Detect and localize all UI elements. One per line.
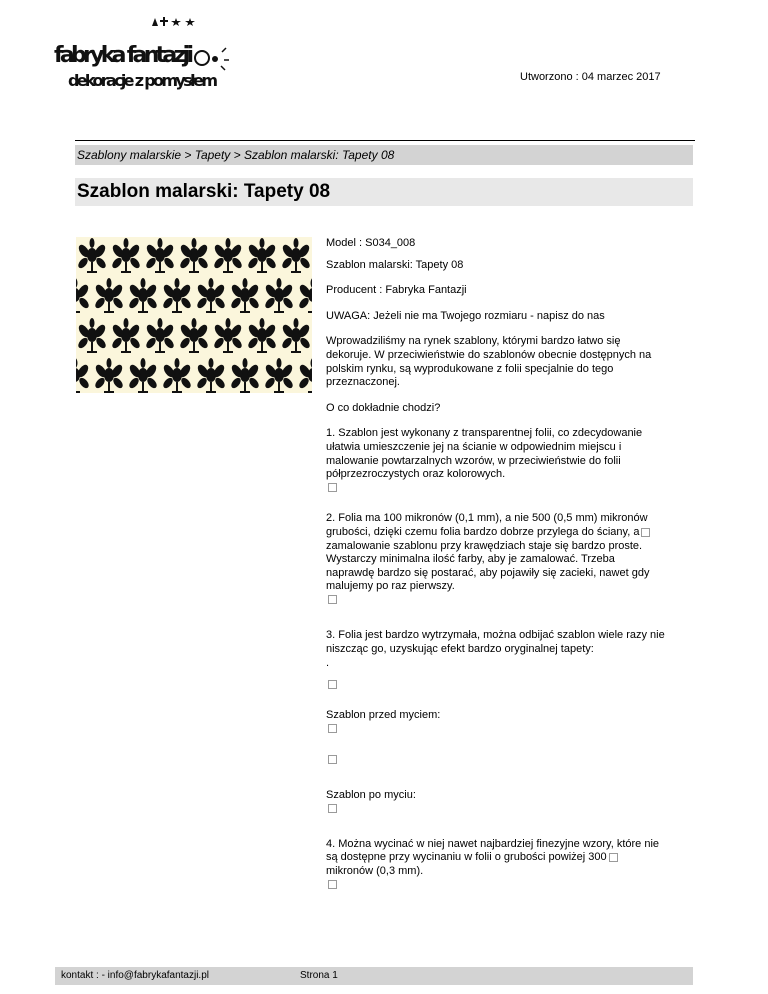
missing-glyph-icon (328, 880, 337, 889)
question-text: O co dokładnie chodzi? (326, 401, 441, 414)
missing-glyph-icon (328, 755, 337, 764)
model-text: Model : S034_008 (326, 237, 416, 249)
missing-glyph-icon (641, 528, 650, 537)
brand-logo (52, 12, 252, 102)
header-divider (75, 140, 695, 141)
page-number: Strona 1 (300, 970, 338, 981)
point-4: 4. Można wycinać w niej nawet najbardziej finezyjne wzory, które nie są dostępne przy wycinaniu w folii o grubości powiżej 300 mikronów (0,3 mm). (326, 838, 666, 892)
image-placeholder-2 (326, 753, 666, 767)
after-label: Szablon po myciu: (326, 789, 666, 816)
intro-paragraph: Wprowadziliśmy na rynek szablony, którymi bardzo łatwo się dekoruje. W przeciwieństwie do szablonów obecnie dostępnych na polskim rynku, są wyprodukowane z folii specjalnie do tego przeznaczonej. (326, 335, 652, 389)
size-note: UWAGA: Jeżeli nie ma Twojego rozmiaru - napisz do nas (326, 309, 605, 322)
logo-text-tagline: dekoracje z pomysłem (68, 71, 218, 90)
point-1: 1. Szablon jest wykonany z transparentnej folii, co zdecydowanie ułatwia umieszczenie jej na ścianie w odpowiednim miejscu i malowanie powtarzalnych wzorów, w przeciwieństwie do folii półprzezroczystych oraz kolorowych. (326, 427, 666, 495)
point-3: 3. Folia jest bardzo wytrzymała, można odbijać szablon wiele razy nie niszcząc go, uzyskując efekt bardzo oryginalnej tapety: . (326, 629, 665, 669)
page-footer (55, 967, 693, 985)
product-name: Szablon malarski: Tapety 08 (326, 258, 464, 271)
breadcrumb: Szablony malarskie > Tapety > Szablon malarski: Tapety 08 (75, 145, 693, 165)
created-date: Utworzono : 04 marzec 2017 (520, 71, 661, 83)
missing-glyph-icon (328, 724, 337, 733)
missing-glyph-icon (328, 595, 337, 604)
product-description (326, 237, 666, 892)
missing-glyph-icon (609, 853, 618, 862)
producer-text: Producent : Fabryka Fantazji (326, 284, 467, 297)
missing-glyph-icon (328, 680, 337, 689)
point-2: 2. Folia ma 100 mikronów (0,1 mm), a nie 500 (0,5 mm) mikronów grubości, dzięki czemu folia bardzo dobrze przylega do ściany, a zamalowanie szablonu przy krawędziach staje się bardzo proste. Wystarczy minimalna ilość farby, aby je zamalować. Trzeba naprawdę bardzo się postarać, aby pojawiły się zacieki, nawet gdy malujemy po raz pierwszy. (326, 512, 666, 607)
page-title: Szablon malarski: Tapety 08 (75, 178, 693, 206)
image-placeholder-1 (326, 678, 666, 692)
logo-text-main: fabryka fantazji (54, 43, 194, 68)
before-label: Szablon przed myciem: (326, 709, 666, 736)
product-image (76, 237, 312, 393)
missing-glyph-icon (328, 483, 337, 492)
missing-glyph-icon (328, 804, 337, 813)
contact-text: kontakt : - info@fabrykafantazji.pl (61, 970, 209, 981)
